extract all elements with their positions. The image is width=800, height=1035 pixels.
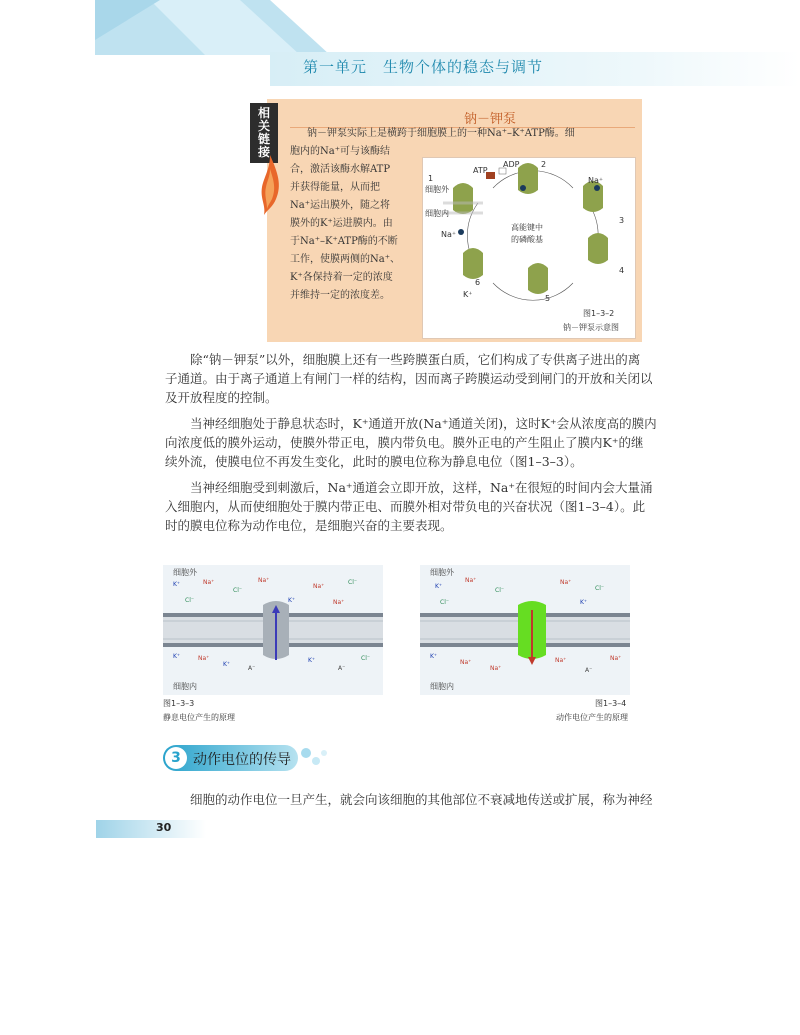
ion-label: Na⁺ (258, 577, 270, 584)
step-number: 1 (428, 174, 434, 183)
ion-label: K⁺ (580, 599, 588, 606)
ion-label: Na⁺ (555, 657, 567, 664)
figure-caption: 静息电位产生的原理 (163, 713, 235, 722)
page-number: 30 (156, 821, 172, 834)
inside-cell-label: 细胞内 (425, 209, 449, 218)
ion-label: Na⁺ (203, 579, 215, 586)
paragraph-line: 除“钠－钾泵”以外，细胞膜上还有一些跨膜蛋白质，它们构成了专供离子进出的离 (165, 352, 641, 367)
tag-char: 相 (257, 106, 270, 120)
box-text-line: 于Na⁺–K⁺ATP酶的不断 (290, 236, 398, 247)
ion-label: Na⁺ (313, 583, 325, 590)
figure-caption: 动作电位产生的原理 (556, 713, 628, 722)
ion-label: Cl⁻ (348, 579, 358, 586)
outside-cell-label: 细胞外 (430, 568, 454, 577)
ion-label: Cl⁻ (185, 597, 195, 604)
action-potential-figure (420, 565, 630, 695)
ion-label: K⁺ (223, 661, 231, 668)
box-text-line: K⁺各保持着一定的浓度 (290, 272, 393, 283)
tag-char: 链 (257, 132, 270, 146)
paragraph-line: 当神经细胞处于静息状态时，K⁺通道开放(Na⁺通道关闭)，这时K⁺会从浓度高的膜内 (165, 416, 657, 431)
figure-number: 图1–3–3 (163, 699, 195, 708)
paragraph-line: 入细胞内，从而使细胞处于膜内带正电、而膜外相对带负电的兴奋状况（图1–3–4）。此 (165, 499, 646, 514)
ion-label: Cl⁻ (233, 587, 243, 594)
na-label: Na⁺ (588, 176, 604, 185)
ion-label: K⁺ (173, 581, 181, 588)
box-text-line: Na⁺运出膜外，随之将 (290, 200, 390, 211)
atp-label: ATP (473, 166, 488, 175)
step-number: 4 (619, 266, 625, 275)
paragraph-line: 当神经细胞受到刺激后，Na⁺通道会立即开放，这样，Na⁺在很短的时间内会大量涌 (165, 480, 653, 495)
ion-label: Na⁺ (465, 577, 477, 584)
related-link-tag (250, 103, 278, 163)
outside-cell-label: 细胞外 (425, 185, 449, 194)
tag-char: 关 (257, 119, 270, 133)
resting-potential-figure (163, 565, 383, 695)
section-number: 3 (165, 747, 187, 769)
inside-cell-label: 细胞内 (173, 682, 197, 691)
ion-label: Na⁺ (560, 579, 572, 586)
ion-label: K⁺ (430, 653, 438, 660)
ion-label: Cl⁻ (495, 587, 505, 594)
box-text-line: 并维持一定的浓度差。 (290, 290, 390, 301)
unit-title: 第一单元 生物个体的稳态与调节 (303, 58, 544, 76)
paragraph-line: 续外流，使膜电位不再发生变化，此时的膜电位称为静息电位（图1–3–3）。 (165, 454, 583, 469)
ion-label: Na⁺ (460, 659, 472, 666)
box-text-line: 并获得能量，从而把 (290, 182, 380, 193)
bubbles-decoration (300, 745, 330, 771)
box-text-line: 膜外的K⁺运进膜内。由 (290, 218, 393, 229)
center-label: 高能键中 (511, 223, 543, 232)
ion-label: Cl⁻ (595, 585, 605, 592)
paragraph-line: 细胞的动作电位一旦产生，就会向该细胞的其他部位不衰减地传送或扩展，称为神经 (165, 792, 653, 807)
ion-label: K⁺ (435, 583, 443, 590)
tag-char: 接 (257, 145, 270, 159)
ion-label: A⁻ (585, 667, 593, 674)
step-number: 2 (541, 160, 547, 169)
box-text-line: 钠－钾泵实际上是横跨于细胞膜上的一种Na⁺–K⁺ATP酶。细 (307, 128, 575, 139)
figure-number: 图1–3–2 (583, 309, 615, 318)
ion-label: A⁻ (338, 665, 346, 672)
paragraph-line: 子通道。由于离子通道上有闸门一样的结构，因而离子跨膜运动受到闸门的开放和关闭以 (165, 371, 653, 386)
box-text-line: 合，激活该酶水解ATP (290, 164, 391, 175)
paragraph-line: 向浓度低的膜外运动，使膜外带正电，膜内带负电。膜外正电的产生阻止了膜内K⁺的继 (165, 435, 644, 450)
inside-cell-label: 细胞内 (430, 682, 454, 691)
page-number-bar (96, 820, 206, 838)
figure-number: 图1–3–4 (595, 699, 627, 708)
figure-caption: 钠－钾泵示意图 (563, 323, 619, 332)
k-label: K⁺ (463, 290, 473, 299)
ion-label: Na⁺ (198, 655, 210, 662)
ion-label: K⁺ (308, 657, 316, 664)
step-number: 5 (545, 294, 551, 303)
ion-label: Cl⁻ (361, 655, 371, 662)
box-title: 钠－钾泵 (463, 112, 516, 127)
ion-label: A⁻ (248, 665, 256, 672)
ion-label: Cl⁻ (440, 599, 450, 606)
box-text-line: 工作，使膜两侧的Na⁺、 (290, 254, 400, 265)
ion-label: K⁺ (173, 653, 181, 660)
outside-cell-label: 细胞外 (173, 568, 197, 577)
step-number: 3 (619, 216, 625, 225)
ion-label: Na⁺ (333, 599, 345, 606)
flame-decoration (258, 155, 282, 215)
paragraph-line: 及开放程度的控制。 (165, 390, 278, 405)
center-label: 的磷酸基 (511, 235, 543, 244)
paragraph-line: 时的膜电位称为动作电位，是细胞兴奋的主要表现。 (165, 518, 453, 533)
step-number: 6 (475, 278, 481, 287)
section-title: 动作电位的传导 (193, 752, 291, 768)
adp-label: ADP (503, 160, 520, 169)
ion-label: Na⁺ (490, 665, 502, 672)
ion-label: K⁺ (288, 597, 296, 604)
na-label: Na⁺ (441, 230, 457, 239)
sodium-potassium-pump-diagram (422, 157, 636, 339)
box-text-line: 胞内的Na⁺可与该酶结 (290, 146, 390, 157)
ion-label: Na⁺ (610, 655, 622, 662)
